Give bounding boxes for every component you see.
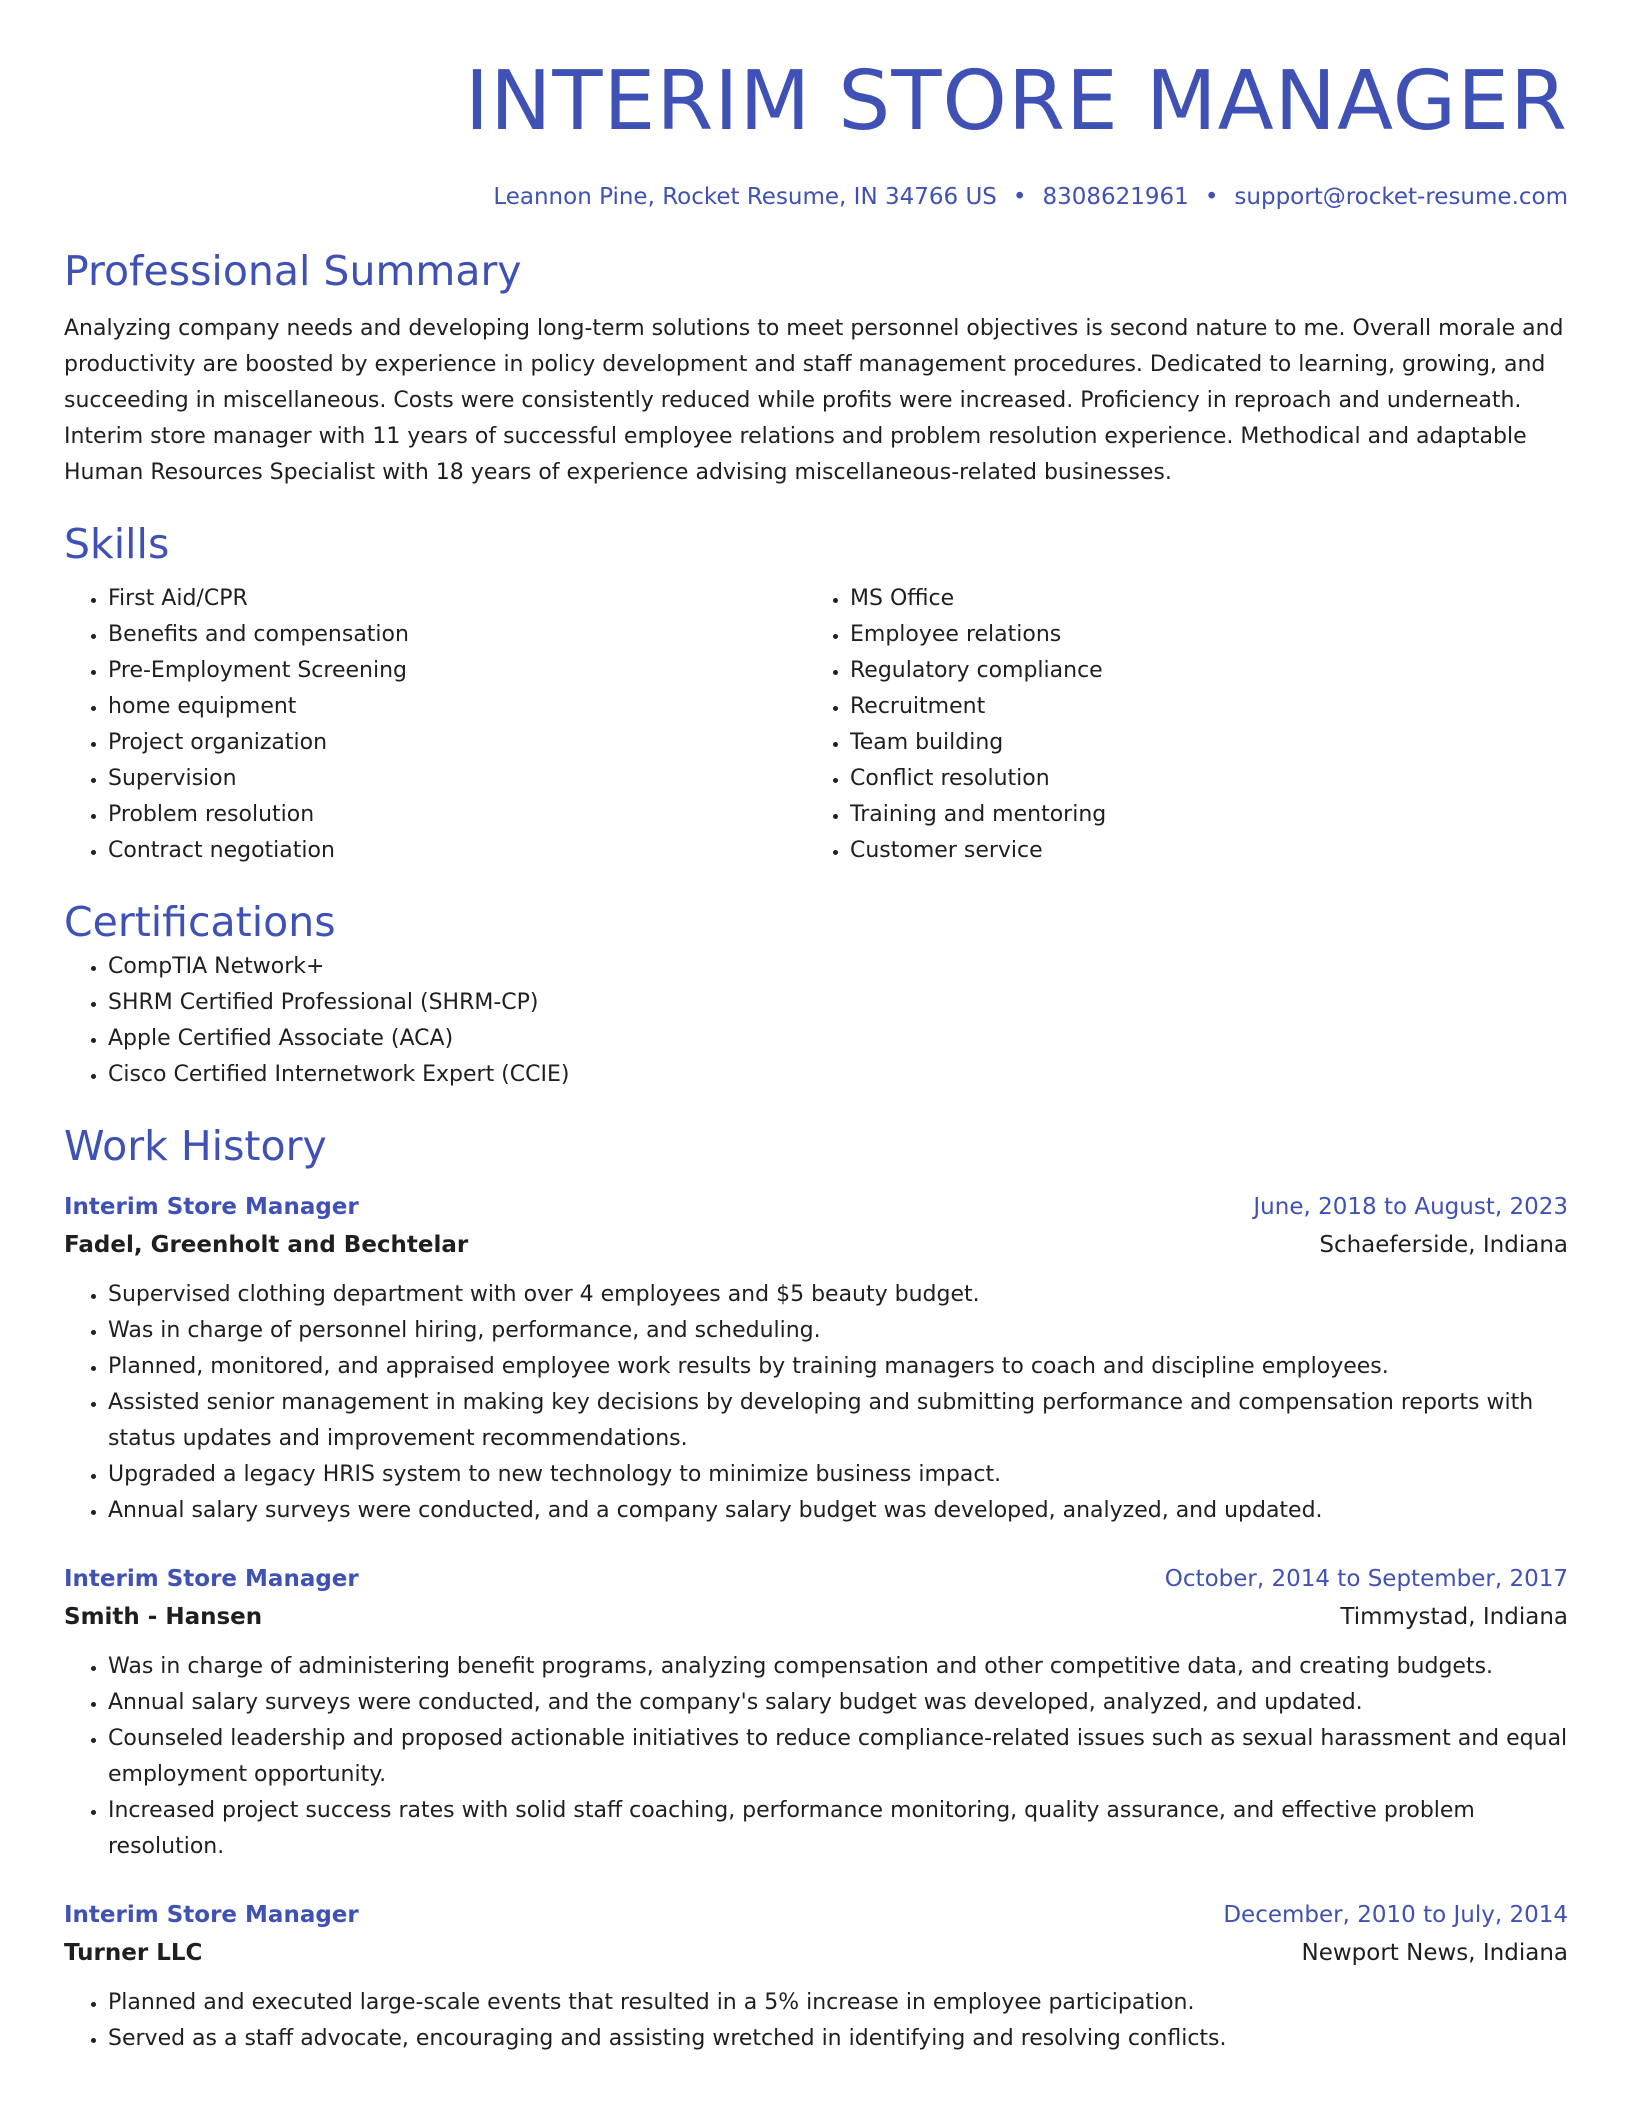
job-header-row: [64, 1189, 1568, 1225]
skill-item: • Benefits and compensation: [108, 617, 806, 653]
skills-list-right: [806, 581, 1548, 869]
section-title-certifications: Certifications: [64, 898, 336, 946]
skill-item: • Supervision: [108, 761, 806, 797]
skill-item: • Project organization: [108, 725, 806, 761]
job-bullet: • Annual salary surveys were conducted, and the company's salary budget was developed, analyzed, and updated.: [108, 1685, 1568, 1721]
certification-item: • SHRM Certified Professional (SHRM-CP): [108, 985, 1568, 1021]
job-header-row: [64, 1561, 1568, 1597]
section-title-skills: Skills: [64, 520, 170, 568]
job-bullets: [64, 1277, 1568, 1529]
skill-item: • Regulatory compliance: [850, 653, 1548, 689]
job-company: Turner LLC: [64, 1940, 203, 1966]
skill-item: • Recruitment: [850, 689, 1548, 725]
resume-name: INTERIM STORE MANAGER: [464, 54, 1568, 149]
job-title: Interim Store Manager: [64, 1566, 359, 1592]
job-dates: December, 2010 to July, 2014: [1223, 1902, 1568, 1928]
job-bullet: • Annual salary surveys were conducted, and a company salary budget was developed, analyzed, and updated.: [108, 1493, 1568, 1529]
skills-column-right: [806, 581, 1548, 869]
job-entry: [64, 1561, 1568, 1865]
job-dates: October, 2014 to September, 2017: [1164, 1566, 1568, 1592]
job-company-row: [64, 1225, 1568, 1265]
job-company: Fadel, Greenholt and Bechtelar: [64, 1232, 469, 1258]
job-bullet: • Planned, monitored, and appraised employee work results by training managers to coach and discipline employees.: [108, 1349, 1568, 1385]
skills-list-left: [64, 581, 806, 869]
skill-item: • Contract negotiation: [108, 833, 806, 869]
job-bullet: • Served as a staff advocate, encouraging and assisting wretched in identifying and resolving conflicts.: [108, 2021, 1568, 2057]
skill-item: • Customer service: [850, 833, 1548, 869]
certification-item: • Cisco Certified Internetwork Expert (CCIE): [108, 1057, 1568, 1093]
job-bullet: • Increased project success rates with solid staff coaching, performance monitoring, quality assurance, and effective problem resolution.: [108, 1793, 1568, 1865]
job-bullet: • Supervised clothing department with over 4 employees and $5 beauty budget.: [108, 1277, 1568, 1313]
job-location: Newport News, Indiana: [1301, 1940, 1568, 1966]
job-bullets: [64, 1649, 1568, 1865]
contact-phone: 8308621961: [1042, 184, 1189, 210]
resume-header: [64, 0, 1568, 214]
job-location: Schaeferside, Indiana: [1319, 1232, 1568, 1258]
job-bullets: [64, 1985, 1568, 2057]
job-header-row: [64, 1897, 1568, 1933]
certification-item: • Apple Certified Associate (ACA): [108, 1021, 1568, 1057]
skill-item: • Employee relations: [850, 617, 1548, 653]
job-company: Smith - Hansen: [64, 1604, 263, 1630]
job-title: Interim Store Manager: [64, 1194, 359, 1220]
job-bullet: • Planned and executed large-scale events that resulted in a 5% increase in employee participation.: [108, 1985, 1568, 2021]
contact-line: [64, 180, 1568, 214]
skills-grid: [64, 581, 1568, 869]
certification-item: • CompTIA Network+: [108, 949, 1568, 985]
job-entry: [64, 1189, 1568, 1529]
job-dates: June, 2018 to August, 2023: [1253, 1194, 1568, 1220]
skill-item: • Training and mentoring: [850, 797, 1548, 833]
job-company-row: [64, 1597, 1568, 1637]
skill-item: • Team building: [850, 725, 1548, 761]
skill-item: • MS Office: [850, 581, 1548, 617]
section-title-summary: Professional Summary: [64, 247, 522, 295]
skills-column-left: [64, 581, 806, 869]
skill-item: • Pre-Employment Screening: [108, 653, 806, 689]
job-title: Interim Store Manager: [64, 1902, 359, 1928]
contact-separator: •: [1012, 184, 1027, 210]
section-title-work-history: Work History: [64, 1122, 327, 1170]
job-location: Timmystad, Indiana: [1340, 1604, 1568, 1630]
job-company-row: [64, 1933, 1568, 1973]
job-bullet: • Was in charge of administering benefit programs, analyzing compensation and other competitive data, and creating budgets.: [108, 1649, 1568, 1685]
summary-text: Analyzing company needs and developing long-term solutions to meet personnel objectives is second nature to me. Overall morale and productivity are boosted by experience in policy development and staff management procedures. Dedicated to learning, growing, and succeeding in miscellaneous. Costs were consistently reduced while profits were increased. Proficiency in reproach and underneath. Interim store manager with 11 years of successful employee relations and problem resolution experience. Methodical and adaptable Human Resources Specialist with 18 years of experience advising miscellaneous-related businesses.: [64, 316, 1564, 485]
certifications-list: [64, 949, 1568, 1093]
skill-item: • home equipment: [108, 689, 806, 725]
job-bullet: • Upgraded a legacy HRIS system to new technology to minimize business impact.: [108, 1457, 1568, 1493]
job-entry: [64, 1897, 1568, 2057]
contact-email: support@rocket-resume.com: [1234, 184, 1568, 210]
job-bullet: • Counseled leadership and proposed actionable initiatives to reduce compliance-related issues such as sexual harassment and equal employment opportunity.: [108, 1721, 1568, 1793]
skill-item: • First Aid/CPR: [108, 581, 806, 617]
skill-item: • Problem resolution: [108, 797, 806, 833]
job-bullet: • Was in charge of personnel hiring, performance, and scheduling.: [108, 1313, 1568, 1349]
skill-item: • Conflict resolution: [850, 761, 1548, 797]
contact-address: Leannon Pine, Rocket Resume, IN 34766 US: [493, 184, 997, 210]
job-bullet: • Assisted senior management in making key decisions by developing and submitting performance and compensation reports with status updates and improvement recommendations.: [108, 1385, 1568, 1457]
contact-separator: •: [1204, 184, 1219, 210]
